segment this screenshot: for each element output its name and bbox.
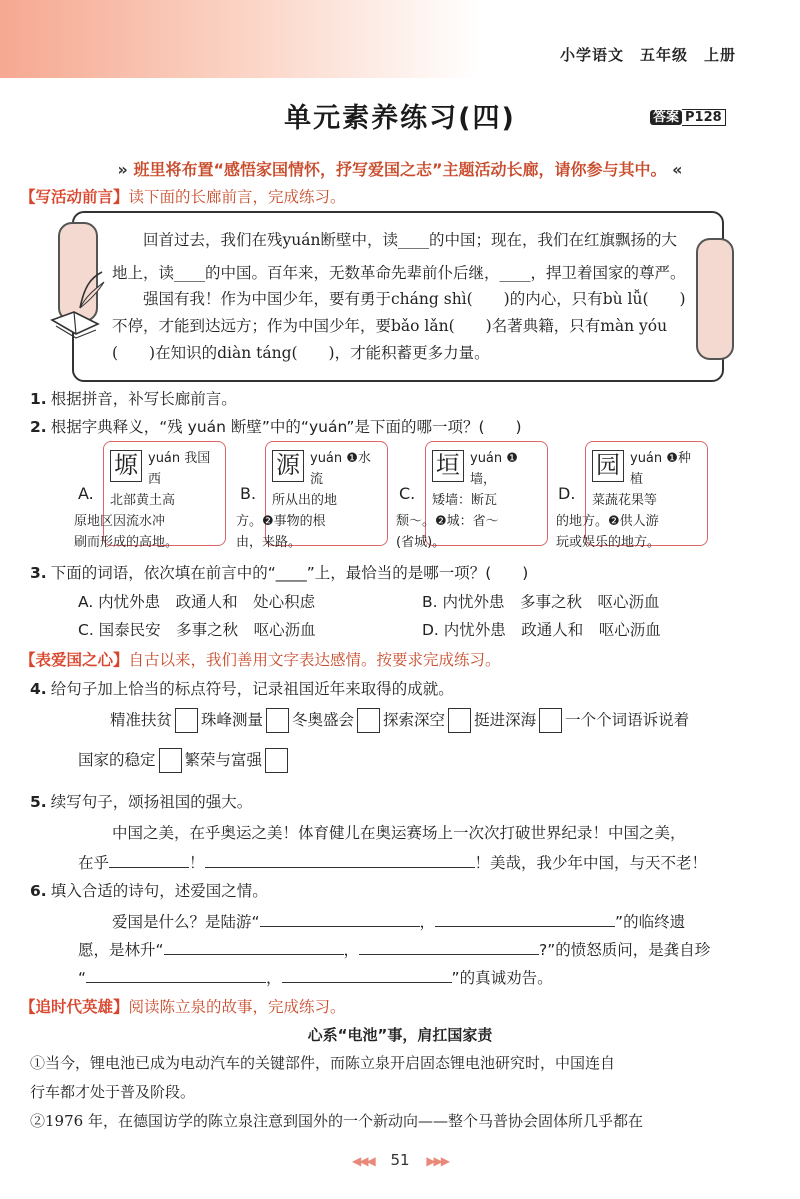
q4-word: 冬奥盛会 <box>292 711 355 729</box>
q6-text: ， <box>419 913 436 931</box>
dictionary-card-d[interactable] <box>556 441 708 550</box>
question-text: 给句子加上恰当的标点符号，记录祖国近年来取得的成就。 <box>50 680 454 698</box>
q6-line-1 <box>112 910 685 932</box>
q6-text: ?”的愤怒质问，是龚自珍 <box>539 941 711 959</box>
section-instruction: 读下面的长廊前言，完成练习。 <box>128 188 346 206</box>
card-line: 北部黄土高 <box>110 493 176 508</box>
option-d-letter: D. <box>558 484 576 503</box>
q6-text: 爱国是什么？是陆游“ <box>112 913 260 931</box>
q4-word: 国家的稳定 <box>78 751 156 769</box>
answer-reference <box>650 106 726 125</box>
q6-text: 愿，是林升“ <box>78 941 164 959</box>
page-number-bar <box>0 1151 800 1169</box>
q4-word: 珠峰测量 <box>201 711 264 729</box>
chevron-right-icon: » <box>117 160 128 179</box>
answer-blank[interactable] <box>86 966 266 983</box>
answer-blank[interactable] <box>164 938 344 955</box>
card-line: 菜蔬花果等 <box>592 493 658 508</box>
q6-line-2 <box>78 938 710 960</box>
arrow-left-icon: ◀◀◀ <box>351 1154 374 1168</box>
question-number: 1. <box>30 390 47 408</box>
preface-line-4: 不停，才能到达远方；作为中国少年，要bǎo lǎn( )名著典籍，只有màn yóu <box>112 317 668 335</box>
question-3 <box>30 561 528 583</box>
card-line: yuán 我国西 <box>148 451 211 487</box>
article-title: 心系“电池”事，肩扛国家责 <box>307 1026 493 1044</box>
q6-text: ， <box>343 941 360 959</box>
section-heading-preface <box>20 185 346 207</box>
q4-word: 挺进深海 <box>474 711 537 729</box>
q4-word: 探索深空 <box>383 711 446 729</box>
preface-line-3: 强国有我！作为中国少年，要有勇于cháng shì( )的内心，只有bù lǚ( ) <box>143 290 686 308</box>
card-character: 塬 <box>110 450 142 482</box>
card-line: 颓～。❷城：省～ <box>396 514 499 529</box>
card-character: 垣 <box>432 450 464 482</box>
section-heading-heroes <box>20 995 346 1017</box>
q5-text: 在乎 <box>78 854 110 872</box>
card-line: 矮墙：断瓦 <box>432 493 498 508</box>
answer-blank[interactable] <box>109 851 189 868</box>
card-line: 原地区因流水冲 <box>74 514 166 529</box>
page-number: 51 <box>390 1151 410 1169</box>
question-4 <box>30 677 454 699</box>
punctuation-box[interactable] <box>357 708 380 733</box>
section-instruction: 自古以来，我们善用文字表达感情。按要求完成练习。 <box>128 651 501 669</box>
card-line: 方。❷事物的根 <box>236 514 326 529</box>
question-text: 根据拼音，补写长廊前言。 <box>50 390 237 408</box>
card-line: 玩或娱乐的地方。 <box>556 535 661 550</box>
page-title: 单元素养练习(四) <box>284 103 516 134</box>
q4-word: 精准扶贫 <box>110 711 173 729</box>
q3-option-a[interactable]: A. 内忧外患 政通人和 处心积虑 <box>78 593 316 611</box>
preface-line-5: ( )在知识的diàn táng( )，才能积蓄更多力量。 <box>112 344 490 362</box>
question-5 <box>30 790 252 812</box>
q5-line-2 <box>78 851 707 873</box>
question-number: 2. <box>30 418 47 436</box>
header-band <box>0 0 800 78</box>
punctuation-box[interactable] <box>539 708 562 733</box>
card-line: yuán ❶墙， <box>470 451 518 487</box>
q3-option-b[interactable]: B. 内忧外患 多事之秋 呕心沥血 <box>422 593 660 611</box>
question-number: 6. <box>30 882 47 900</box>
answer-blank[interactable] <box>435 910 615 927</box>
q5-line-1: 中国之美，在乎奥运之美！体育健儿在奥运赛场上一次次打破世界纪录！中国之美， <box>112 824 686 842</box>
q4-word: 一个个词语诉说着 <box>565 711 690 729</box>
q6-text: “ <box>78 969 87 987</box>
question-text: 续写句子，颂扬祖国的强大。 <box>50 793 253 811</box>
theme-banner-text: 班里将布置“感悟家国情怀，抒写爱国之志”主题活动长廊，请你参与其中。 <box>133 160 667 179</box>
q5-text: ！美哉，我少年中国，与天不老！ <box>474 854 708 872</box>
section-tag: 【表爱国之心】 <box>20 651 129 669</box>
answer-blank[interactable] <box>205 851 475 868</box>
preface-line-1: 回首过去，我们在残yuán断壁中，读____的中国；现在，我们在红旗飘扬的大 <box>143 231 677 249</box>
question-text: 根据字典释义，“残 yuán 断壁”中的“yuán”是下面的哪一项？( ) <box>50 418 522 436</box>
question-text: 填入合适的诗句，述爱国之情。 <box>50 882 268 900</box>
question-number: 3. <box>30 564 47 582</box>
punctuation-box[interactable] <box>266 708 289 733</box>
article-paragraph-2: ②1976 年，在德国访学的陈立泉注意到国外的一个新动向——整个马普协会固体所几乎都在 <box>30 1112 643 1130</box>
article-paragraph-1-cont: 行车都才处于普及阶段。 <box>30 1083 196 1101</box>
answer-label: 答案 <box>650 110 682 125</box>
question-number: 5. <box>30 793 47 811</box>
answer-blank[interactable] <box>260 910 420 927</box>
card-line: yuán ❶种植 <box>630 451 691 487</box>
section-tag: 【追时代英雄】 <box>20 998 129 1016</box>
answer-page: P128 <box>682 109 726 126</box>
card-line: 刷而形成的高地。 <box>74 535 179 550</box>
answer-blank[interactable] <box>359 938 539 955</box>
q6-text: ”的真诚劝告。 <box>451 969 553 987</box>
q3-option-d[interactable]: D. 内忧外患 政通人和 呕心沥血 <box>422 621 661 639</box>
card-character: 园 <box>592 450 624 482</box>
punctuation-box[interactable] <box>448 708 471 733</box>
book-quill-icon <box>46 268 108 348</box>
q4-sentence-line-1 <box>110 708 689 733</box>
question-2 <box>30 415 522 437</box>
q3-option-c[interactable]: C. 国泰民安 多事之秋 呕心沥血 <box>78 621 316 639</box>
q4-word: 繁荣与富强 <box>184 751 263 769</box>
punctuation-box[interactable] <box>265 748 288 773</box>
question-1 <box>30 387 237 409</box>
punctuation-box[interactable] <box>175 708 198 733</box>
dictionary-card-b[interactable] <box>236 441 388 550</box>
chevron-left-icon: « <box>672 160 683 179</box>
article-paragraph-1: ①当今，锂电池已成为电动汽车的关键部件，而陈立泉开启固态锂电池研究时，中国连自 <box>30 1054 616 1072</box>
preface-line-2: 地上，读____的中国。百年来，无数革命先辈前仆后继，____，捍卫着国家的尊严。 <box>112 264 686 282</box>
card-line: 的地方。❷供人游 <box>556 514 659 529</box>
option-a-letter: A. <box>78 484 94 503</box>
option-c-letter: C. <box>399 484 416 503</box>
section-heading-patriotism <box>20 648 501 670</box>
arrow-right-icon: ▶▶▶ <box>426 1154 449 1168</box>
question-number: 4. <box>30 680 47 698</box>
q5-text: ！ <box>189 854 205 872</box>
option-b-letter: B. <box>240 484 257 503</box>
q6-text: ”的临终遗 <box>615 913 686 931</box>
theme-banner <box>0 157 800 180</box>
scroll-roll-right <box>696 238 734 360</box>
dictionary-card-c[interactable] <box>396 441 548 550</box>
card-line: 所从出的地 <box>272 493 338 508</box>
card-line: 由，来路。 <box>236 535 302 550</box>
answer-blank[interactable] <box>282 966 452 983</box>
card-character: 源 <box>272 450 304 482</box>
q4-sentence-line-2 <box>78 748 291 773</box>
card-line: yuán ❶水流 <box>310 451 371 487</box>
q6-text: ， <box>266 969 282 987</box>
dictionary-card-a[interactable] <box>74 441 226 550</box>
question-6 <box>30 879 268 901</box>
question-text: 下面的词语，依次填在前言中的“____”上，最恰当的是哪一项？( ) <box>50 564 529 582</box>
card-line: (省城)。 <box>396 535 446 550</box>
book-grade-label: 小学语文 五年级 上册 <box>559 46 736 64</box>
q6-line-3 <box>78 966 553 988</box>
punctuation-box[interactable] <box>159 748 182 773</box>
section-instruction: 阅读陈立泉的故事，完成练习。 <box>128 998 346 1016</box>
section-tag: 【写活动前言】 <box>20 188 129 206</box>
